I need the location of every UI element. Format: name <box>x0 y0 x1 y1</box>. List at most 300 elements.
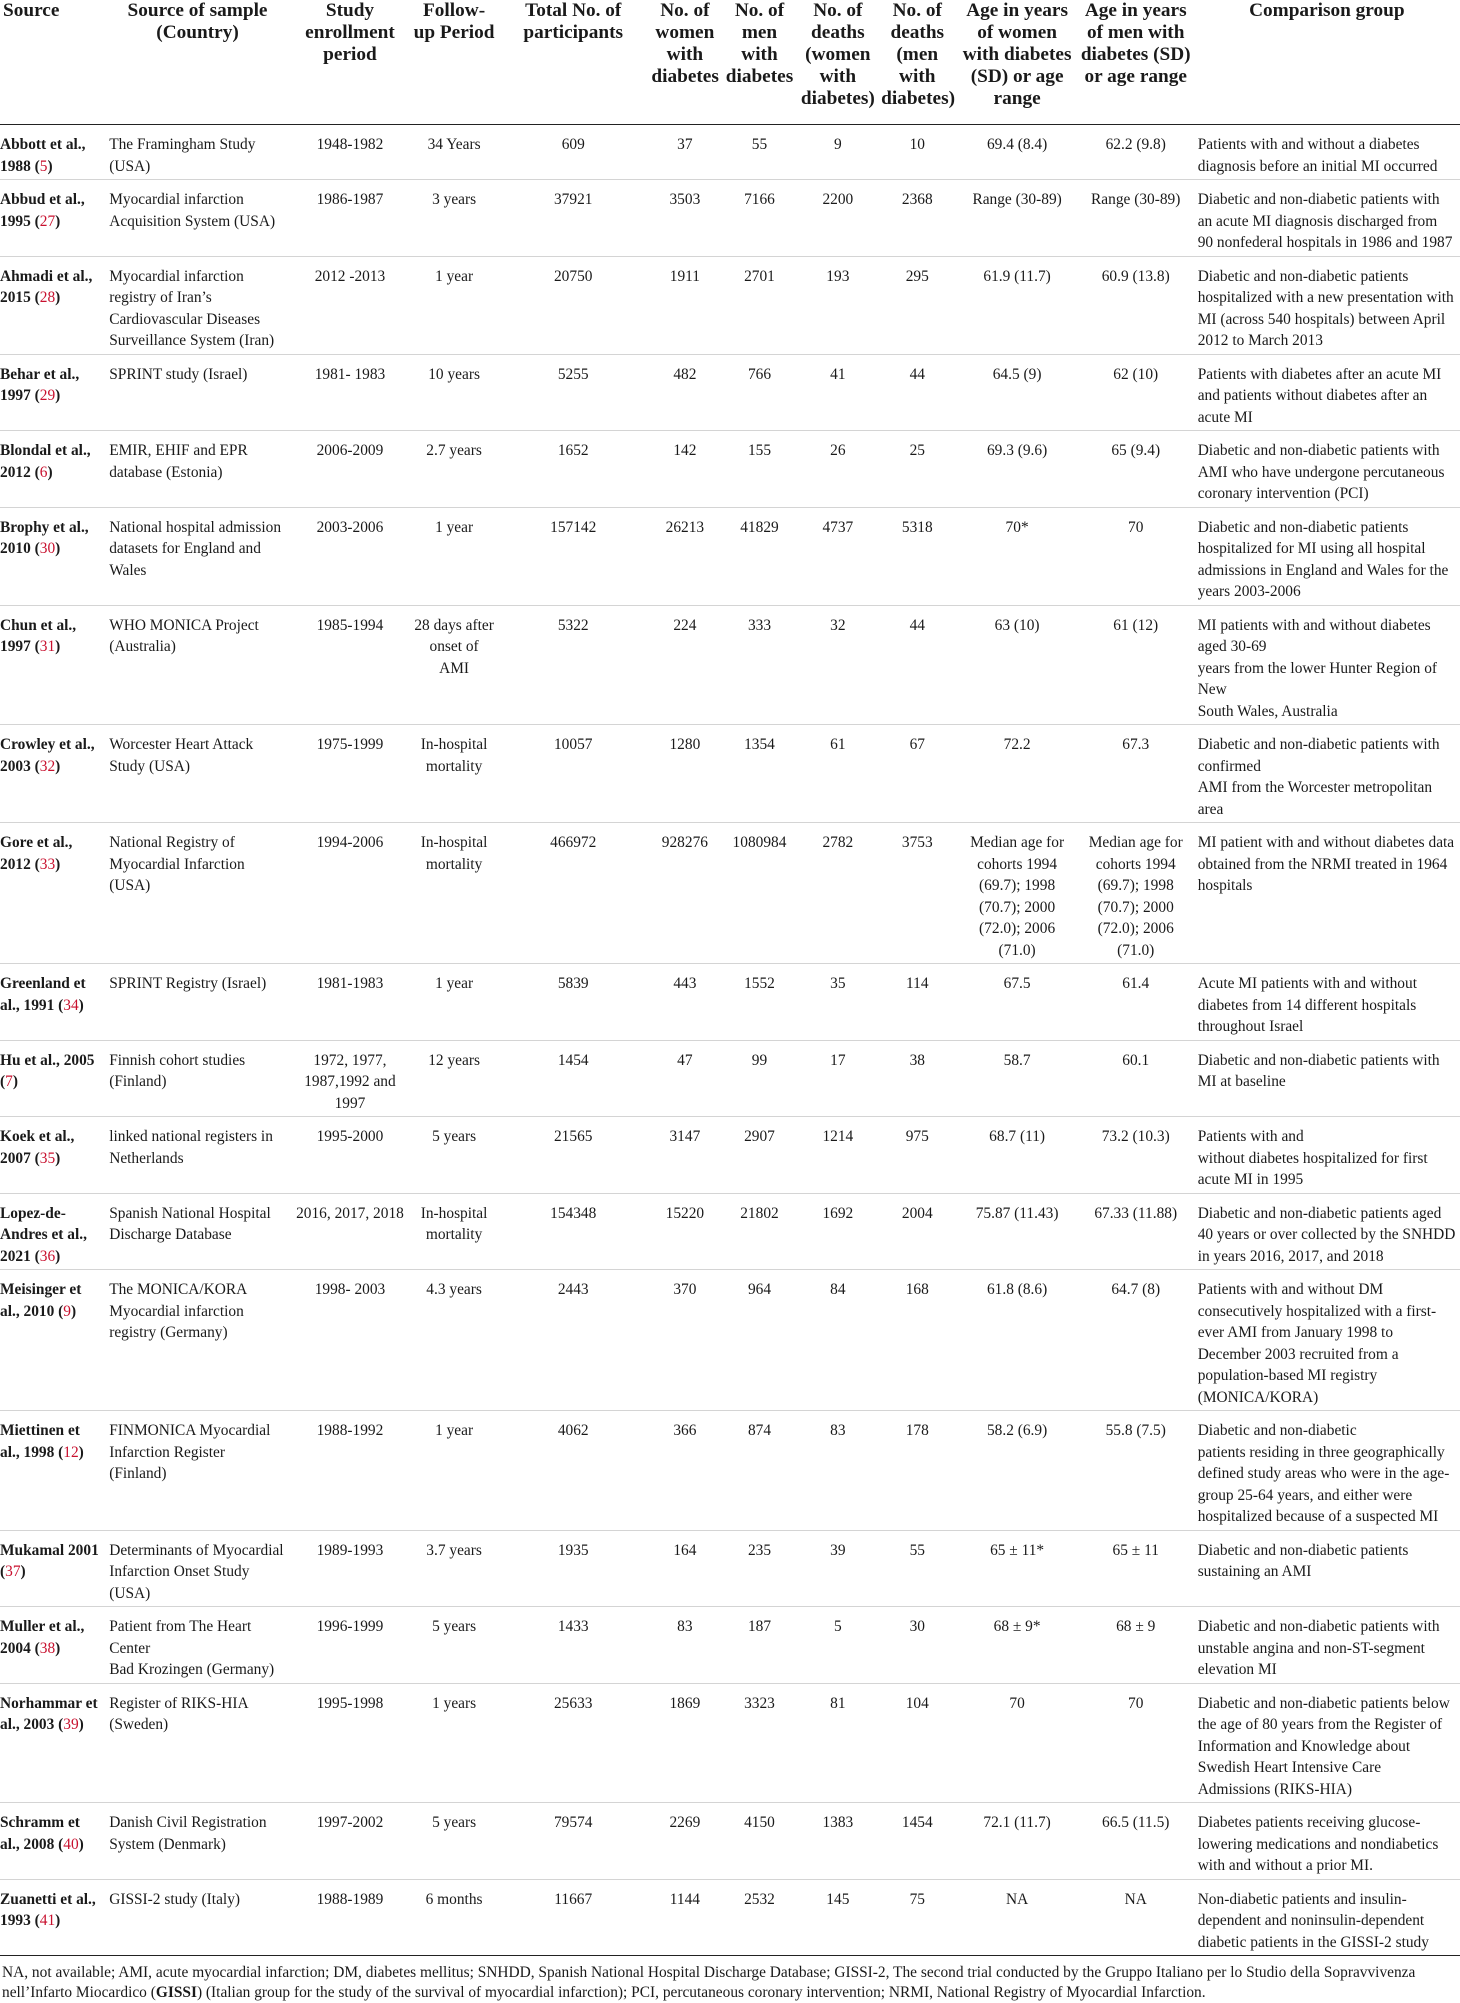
cell-source <box>0 431 105 508</box>
cell-men: 766 <box>721 354 797 431</box>
cell-source <box>0 1040 105 1117</box>
cell-sample: linked national registers in Netherlands <box>105 1117 290 1194</box>
cell-age-women: 65 ± 11* <box>956 1530 1077 1607</box>
reference-link[interactable]: 40 <box>63 1835 79 1853</box>
reference-link[interactable]: 27 <box>39 212 56 230</box>
cell-women: 1869 <box>648 1683 721 1803</box>
header-age-men: Age in years of men with diabetes (SD) or age range <box>1078 0 1194 125</box>
cell-source <box>0 1193 105 1270</box>
table-row <box>0 125 1460 180</box>
cell-deaths-men: 178 <box>878 1411 956 1531</box>
cell-deaths-women: 1692 <box>798 1193 879 1270</box>
table-row <box>0 256 1460 354</box>
cell-deaths-women: 1214 <box>798 1117 879 1194</box>
cell-age-women: 70* <box>956 507 1077 605</box>
cell-women: 3147 <box>648 1117 721 1194</box>
cell-deaths-men: 1454 <box>878 1803 956 1880</box>
cell-followup: 12 years <box>410 1040 498 1117</box>
author-text: Schramm et al., 2008 ( <box>0 1814 80 1853</box>
cell-sample: Danish Civil Registration System (Denmark) <box>105 1803 290 1880</box>
cell-enrollment: 1985-1994 <box>290 605 410 725</box>
footnote-text-a: NA, not available; AMI, acute myocardial infarction; DM, diabetes mellitus; SNHDD, Spanish National Hospital Discharge Database; GISSI-2, The second trial conducted by the Gruppo Italiano per lo Studio della Sopravvivenza nell’Infarto Miocardico <box>2 1964 1416 2001</box>
cell-sample: Determinants of Myocardial Infarction Onset Study (USA) <box>105 1530 290 1607</box>
reference-link[interactable]: 38 <box>39 1639 56 1657</box>
reference-link[interactable]: 9 <box>63 1302 71 1320</box>
cell-total: 1935 <box>498 1530 648 1607</box>
cell-total: 157142 <box>498 507 648 605</box>
cell-comparison: Diabetic and non-diabetic patients residing in three geographically defined study areas who were in the age-group 25-64 years, and either were hospitalized because of a suspected MI <box>1194 1411 1460 1531</box>
cell-followup: 28 days after onset of AMI <box>410 605 498 725</box>
cell-followup: 1 years <box>410 1683 498 1803</box>
cell-source <box>0 180 105 257</box>
cell-comparison: Diabetic and non-diabetic patients below the age of 80 years from the Register of Information and Knowledge about Swedish Heart Intensive Care Admissions (RIKS-HIA) <box>1194 1683 1460 1803</box>
cell-age-women: 72.2 <box>956 725 1077 823</box>
table-row <box>0 725 1460 823</box>
reference-link[interactable]: 5 <box>39 157 48 175</box>
cell-men: 155 <box>721 431 797 508</box>
cell-age-women: 69.3 (9.6) <box>956 431 1077 508</box>
reference-link[interactable]: 34 <box>63 996 79 1014</box>
cell-comparison: Diabetic and non-diabetic patients with confirmed AMI from the Worcester metropolitan area <box>1194 725 1460 823</box>
header-men: No. of men with diabetes <box>721 0 797 125</box>
author-paren: ) <box>55 638 61 655</box>
cell-age-women: 68 ± 9* <box>956 1607 1077 1684</box>
cell-age-men: Range (30-89) <box>1078 180 1194 257</box>
author-paren: ) <box>55 540 61 557</box>
cell-enrollment: 1994-2006 <box>290 823 410 964</box>
author-paren: ) <box>55 1149 61 1167</box>
cell-women: 164 <box>648 1530 721 1607</box>
cell-age-men: 64.7 (8) <box>1078 1270 1194 1411</box>
table-body <box>0 125 1460 1956</box>
cell-age-women: 72.1 (11.7) <box>956 1803 1077 1880</box>
table-row <box>0 1270 1460 1411</box>
cell-men: 2532 <box>721 1879 797 1956</box>
cell-women: 47 <box>648 1040 721 1117</box>
author-paren: ) <box>47 463 53 481</box>
cell-source <box>0 1683 105 1803</box>
table-row <box>0 1193 1460 1270</box>
author-text: Hu et al., 2005 ( <box>0 1051 95 1090</box>
cell-age-women: 68.7 (11) <box>956 1117 1077 1194</box>
cell-source <box>0 605 105 725</box>
cell-women: 37 <box>648 125 721 180</box>
cell-women: 83 <box>648 1607 721 1684</box>
cell-total: 1433 <box>498 1607 648 1684</box>
author-text: Chun et al., 1997 ( <box>0 616 77 655</box>
cell-followup: 1 year <box>410 256 498 354</box>
cell-age-women: 67.5 <box>956 964 1077 1041</box>
cell-enrollment: 1986-1987 <box>290 180 410 257</box>
cell-source <box>0 1117 105 1194</box>
reference-link[interactable]: 28 <box>39 289 56 306</box>
cell-sample: National Registry of Myocardial Infarction (USA) <box>105 823 290 964</box>
cell-deaths-men: 5318 <box>878 507 956 605</box>
cell-age-men: 62 (10) <box>1078 354 1194 431</box>
cell-sample: Myocardial infarction registry of Iran’s Cardiovascular Diseases Surveillance System (Iran) <box>105 256 290 354</box>
cell-deaths-men: 44 <box>878 605 956 725</box>
reference-link[interactable]: 36 <box>39 1247 56 1265</box>
header-source: Source <box>0 0 105 125</box>
reference-link[interactable]: 33 <box>39 855 56 873</box>
cell-comparison: Diabetic and non-diabetic patients with MI at baseline <box>1194 1040 1460 1117</box>
table-row <box>0 1879 1460 1956</box>
cell-sample: SPRINT study (Israel) <box>105 354 290 431</box>
cell-age-women: 64.5 (9) <box>956 354 1077 431</box>
cell-deaths-men: 75 <box>878 1879 956 1956</box>
table-row <box>0 1530 1460 1607</box>
author-paren: ) <box>78 1835 84 1853</box>
cell-comparison: Diabetic and non-diabetic patients with AMI who have undergone percutaneous coronary intervention (PCI) <box>1194 431 1460 508</box>
author-paren: ) <box>78 1716 84 1733</box>
cell-deaths-men: 2368 <box>878 180 956 257</box>
header-followup: Follow-up Period <box>410 0 498 125</box>
author-paren: ) <box>55 387 61 404</box>
cell-total: 1454 <box>498 1040 648 1117</box>
reference-link[interactable]: 6 <box>39 463 48 481</box>
cell-sample: Myocardial infarction Acquisition System (USA) <box>105 180 290 257</box>
cell-deaths-men: 114 <box>878 964 956 1041</box>
author-text: Abbud et al., 1995 ( <box>0 191 85 230</box>
cell-age-women: 61.9 (11.7) <box>956 256 1077 354</box>
cell-men: 41829 <box>721 507 797 605</box>
cell-source <box>0 256 105 354</box>
cell-age-men: 65 ± 11 <box>1078 1530 1194 1607</box>
cell-comparison: Diabetic and non-diabetic patients hospitalized with a new presentation with MI (across 540 hospitals) between April 2012 to March 2013 <box>1194 256 1460 354</box>
cell-followup: 5 years <box>410 1803 498 1880</box>
cell-age-women: 58.2 (6.9) <box>956 1411 1077 1531</box>
cell-age-men: 73.2 (10.3) <box>1078 1117 1194 1194</box>
cell-followup: 1 year <box>410 1411 498 1531</box>
cell-deaths-men: 3753 <box>878 823 956 964</box>
cell-women: 928276 <box>648 823 721 964</box>
table-row <box>0 354 1460 431</box>
cell-women: 2269 <box>648 1803 721 1880</box>
cell-age-men: 61 (12) <box>1078 605 1194 725</box>
cell-men: 235 <box>721 1530 797 1607</box>
cell-men: 99 <box>721 1040 797 1117</box>
cell-total: 5255 <box>498 354 648 431</box>
cell-deaths-men: 25 <box>878 431 956 508</box>
cell-comparison: Patients with and without DM consecutively hospitalized with a first-ever AMI from January 1998 to December 2003 recruited from a population-based MI registry (MONICA/KORA) <box>1194 1270 1460 1411</box>
cell-sample: GISSI-2 study (Italy) <box>105 1879 290 1956</box>
cell-sample: SPRINT Registry (Israel) <box>105 964 290 1041</box>
cell-total: 609 <box>498 125 648 180</box>
cell-followup: 1 year <box>410 507 498 605</box>
cell-women: 1911 <box>648 256 721 354</box>
cell-sample: Spanish National Hospital Discharge Database <box>105 1193 290 1270</box>
cell-enrollment: 1996-1999 <box>290 1607 410 1684</box>
cell-source <box>0 354 105 431</box>
cell-age-men: 60.1 <box>1078 1040 1194 1117</box>
cell-sample: EMIR, EHIF and EPR database (Estonia) <box>105 431 290 508</box>
cell-age-men: Median age for cohorts 1994 (69.7); 1998 (70.7); 2000 (72.0); 2006 (71.0) <box>1078 823 1194 964</box>
header-enrollment: Study enrollment period <box>290 0 410 125</box>
cell-followup: 6 months <box>410 1879 498 1956</box>
reference-link[interactable]: 30 <box>39 540 56 557</box>
cell-sample: FINMONICA Myocardial Infarction Register (Finland) <box>105 1411 290 1531</box>
cell-men: 187 <box>721 1607 797 1684</box>
author-text: Abbott et al., 1988 ( <box>0 136 86 175</box>
cell-age-women: Median age for cohorts 1994 (69.7); 1998 (70.7); 2000 (72.0); 2006 (71.0) <box>956 823 1077 964</box>
author-paren: ) <box>12 1073 18 1090</box>
cell-followup: 3 years <box>410 180 498 257</box>
cell-men: 964 <box>721 1270 797 1411</box>
cell-men: 1354 <box>721 725 797 823</box>
cell-age-men: 62.2 (9.8) <box>1078 125 1194 180</box>
author-text: Meisinger et al., 2010 ( <box>0 1281 82 1320</box>
cell-comparison: MI patients with and without diabetes aged 30-69 years from the lower Hunter Region of New South Wales, Australia <box>1194 605 1460 725</box>
header-women: No. of women with diabetes <box>648 0 721 125</box>
cell-enrollment: 2006-2009 <box>290 431 410 508</box>
author-paren: ) <box>55 212 61 230</box>
table-row <box>0 1117 1460 1194</box>
cell-total: 466972 <box>498 823 648 964</box>
cell-followup: 3.7 years <box>410 1530 498 1607</box>
cell-total: 5322 <box>498 605 648 725</box>
cell-deaths-women: 145 <box>798 1879 879 1956</box>
cell-age-women: 75.87 (11.43) <box>956 1193 1077 1270</box>
cell-men: 21802 <box>721 1193 797 1270</box>
author-text: Muller et al., 2004 ( <box>0 1618 85 1657</box>
cell-source <box>0 1411 105 1531</box>
reference-link[interactable]: 7 <box>5 1073 13 1090</box>
cell-deaths-women: 39 <box>798 1530 879 1607</box>
cell-deaths-women: 4737 <box>798 507 879 605</box>
cell-deaths-women: 26 <box>798 431 879 508</box>
author-paren: ) <box>55 855 61 873</box>
footnote-gissi: GISSI <box>155 1984 197 2001</box>
cell-deaths-women: 81 <box>798 1683 879 1803</box>
author-paren: ) <box>55 289 61 306</box>
cell-comparison: Patients with and without a diabetes diagnosis before an initial MI occurred <box>1194 125 1460 180</box>
cell-age-men: 67.33 (11.88) <box>1078 1193 1194 1270</box>
reference-link[interactable]: 37 <box>5 1563 21 1580</box>
cell-deaths-women: 2200 <box>798 180 879 257</box>
cell-comparison: Non-diabetic patients and insulin-dependent and noninsulin-dependent diabetic patients in the GISSI-2 study <box>1194 1879 1460 1956</box>
cell-total: 21565 <box>498 1117 648 1194</box>
header-sample: Source of sample (Country) <box>105 0 290 125</box>
cell-women: 15220 <box>648 1193 721 1270</box>
cell-age-women: Range (30-89) <box>956 180 1077 257</box>
cell-age-women: NA <box>956 1879 1077 1956</box>
cell-age-women: 61.8 (8.6) <box>956 1270 1077 1411</box>
table-row <box>0 507 1460 605</box>
cell-comparison: Diabetes patients receiving glucose-lowering medications and nondiabetics with and without a prior MI. <box>1194 1803 1460 1880</box>
author-text: Ahmadi et al., 2015 ( <box>0 267 93 306</box>
header-row <box>0 0 1460 125</box>
cell-source <box>0 823 105 964</box>
reference-link[interactable]: 39 <box>63 1716 79 1733</box>
cell-total: 5839 <box>498 964 648 1041</box>
cell-men: 4150 <box>721 1803 797 1880</box>
cell-deaths-men: 38 <box>878 1040 956 1117</box>
cell-women: 1144 <box>648 1879 721 1956</box>
author-text: Mukamal 2001 ( <box>0 1541 99 1580</box>
table-row <box>0 605 1460 725</box>
author-paren: ) <box>55 1639 61 1657</box>
cell-enrollment: 2003-2006 <box>290 507 410 605</box>
cell-enrollment: 1998- 2003 <box>290 1270 410 1411</box>
cell-age-women: 58.7 <box>956 1040 1077 1117</box>
cell-age-men: 70 <box>1078 507 1194 605</box>
cell-followup: 10 years <box>410 354 498 431</box>
author-text: Crowley et al., 2003 ( <box>0 736 95 775</box>
author-text: Lopez-de-Andres et al., 2021 ( <box>0 1204 87 1265</box>
cell-enrollment: 1988-1992 <box>290 1411 410 1531</box>
cell-age-men: 70 <box>1078 1683 1194 1803</box>
reference-link[interactable]: 29 <box>39 387 56 404</box>
cell-deaths-men: 295 <box>878 256 956 354</box>
table-row <box>0 823 1460 964</box>
cell-deaths-men: 67 <box>878 725 956 823</box>
author-text: Behar et al., 1997 ( <box>0 365 80 404</box>
reference-link[interactable]: 32 <box>39 757 56 775</box>
cell-enrollment: 1995-1998 <box>290 1683 410 1803</box>
header-deaths-women: No. of deaths (women with diabetes) <box>798 0 879 125</box>
cell-women: 482 <box>648 354 721 431</box>
cell-comparison: Diabetic and non-diabetic patients with unstable angina and non-ST-segment elevation MI <box>1194 1607 1460 1684</box>
cell-comparison: Patients with and without diabetes hospitalized for first acute MI in 1995 <box>1194 1117 1460 1194</box>
cell-followup: 1 year <box>410 964 498 1041</box>
cell-enrollment: 1981-1983 <box>290 964 410 1041</box>
cell-deaths-women: 9 <box>798 125 879 180</box>
cell-age-men: 55.8 (7.5) <box>1078 1411 1194 1531</box>
author-paren: ) <box>55 1912 61 1929</box>
cell-deaths-women: 5 <box>798 1607 879 1684</box>
cell-deaths-women: 61 <box>798 725 879 823</box>
cell-total: 79574 <box>498 1803 648 1880</box>
author-paren: ) <box>55 757 61 775</box>
author-paren: ) <box>70 1302 77 1320</box>
cell-men: 55 <box>721 125 797 180</box>
cell-enrollment: 1975-1999 <box>290 725 410 823</box>
cell-followup: In-hospital mortality <box>410 823 498 964</box>
cell-age-men: 60.9 (13.8) <box>1078 256 1194 354</box>
cell-followup: 2.7 years <box>410 431 498 508</box>
cell-women: 443 <box>648 964 721 1041</box>
cell-deaths-men: 10 <box>878 125 956 180</box>
cell-total: 4062 <box>498 1411 648 1531</box>
cell-deaths-women: 2782 <box>798 823 879 964</box>
table-row <box>0 1607 1460 1684</box>
cell-total: 10057 <box>498 725 648 823</box>
table-row <box>0 1411 1460 1531</box>
author-text: Miettinen et al., 1998 ( <box>0 1422 80 1461</box>
cell-deaths-men: 168 <box>878 1270 956 1411</box>
cell-age-men: 65 (9.4) <box>1078 431 1194 508</box>
cell-source <box>0 1607 105 1684</box>
author-paren: ) <box>20 1563 26 1580</box>
cell-sample: WHO MONICA Project (Australia) <box>105 605 290 725</box>
cell-sample: Worcester Heart Attack Study (USA) <box>105 725 290 823</box>
cell-deaths-women: 35 <box>798 964 879 1041</box>
cell-age-men: NA <box>1078 1879 1194 1956</box>
cell-total: 2443 <box>498 1270 648 1411</box>
table-row <box>0 431 1460 508</box>
author-text: Norhammar et al., 2003 ( <box>0 1694 98 1733</box>
table-row <box>0 1040 1460 1117</box>
cell-enrollment: 1972, 1977, 1987,1992 and 1997 <box>290 1040 410 1117</box>
cell-deaths-women: 17 <box>798 1040 879 1117</box>
header-total: Total No. of participants <box>498 0 648 125</box>
author-text: Brophy et al., 2010 ( <box>0 518 89 557</box>
cell-total: 11667 <box>498 1879 648 1956</box>
cell-deaths-women: 84 <box>798 1270 879 1411</box>
cell-comparison: Patients with diabetes after an acute MI and patients without diabetes after an acute MI <box>1194 354 1460 431</box>
cell-men: 874 <box>721 1411 797 1531</box>
author-text: Koek et al., 2007 ( <box>0 1128 75 1167</box>
cell-deaths-women: 1383 <box>798 1803 879 1880</box>
cell-sample: The Framingham Study (USA) <box>105 125 290 180</box>
cell-men: 1080984 <box>721 823 797 964</box>
cell-followup: In-hospital mortality <box>410 725 498 823</box>
table-row <box>0 180 1460 257</box>
cell-women: 142 <box>648 431 721 508</box>
author-text: Greenland et al., 1991 ( <box>0 975 86 1014</box>
cell-deaths-men: 975 <box>878 1117 956 1194</box>
cell-comparison: MI patient with and without diabetes data obtained from the NRMI treated in 1964 hospitals <box>1194 823 1460 964</box>
table-row <box>0 1683 1460 1803</box>
cell-enrollment: 2016, 2017, 2018 <box>290 1193 410 1270</box>
cell-deaths-men: 104 <box>878 1683 956 1803</box>
cell-total: 1652 <box>498 431 648 508</box>
table-row <box>0 1803 1460 1880</box>
cell-age-women: 70 <box>956 1683 1077 1803</box>
cell-source <box>0 507 105 605</box>
cell-source <box>0 1803 105 1880</box>
cell-total: 37921 <box>498 180 648 257</box>
footnote-text-b: (Italian group for the study of the survival of myocardial infarction); PCI, percutaneous coronary intervention; NRMI, National Registry of Myocardial Infarction. <box>205 1984 1206 2001</box>
cell-men: 2907 <box>721 1117 797 1194</box>
cell-total: 20750 <box>498 256 648 354</box>
author-paren: ) <box>78 1443 84 1461</box>
cell-source <box>0 725 105 823</box>
reference-link[interactable]: 35 <box>39 1149 56 1167</box>
table-row <box>0 964 1460 1041</box>
cell-enrollment: 1948-1982 <box>290 125 410 180</box>
cell-enrollment: 1981- 1983 <box>290 354 410 431</box>
table-footnote: NA, not available; AMI, acute myocardial infarction; DM, diabetes mellitus; SNHDD, Spanish National Hospital Discharge Database; GISSI-2, The second trial conducted by the Gruppo Italiano per lo Studio della Sopravvivenza nell’Infarto Miocardico (GISSI) (Italian group for the study of the survival of myocardial infarction); PCI, percutaneous coronary intervention; NRMI, National Registry of Myocardial Infarction. <box>2 1964 1416 2001</box>
cell-source <box>0 964 105 1041</box>
cell-comparison: Diabetic and non-diabetic patients sustaining an AMI <box>1194 1530 1460 1607</box>
cell-followup: 4.3 years <box>410 1270 498 1411</box>
author-paren: ) <box>55 1247 61 1265</box>
cell-source <box>0 1530 105 1607</box>
cell-men: 2701 <box>721 256 797 354</box>
cell-total: 25633 <box>498 1683 648 1803</box>
cell-sample: Patient from The Heart Center Bad Krozingen (Germany) <box>105 1607 290 1684</box>
cell-source <box>0 125 105 180</box>
cell-followup: In-hospital mortality <box>410 1193 498 1270</box>
header-deaths-men: No. of deaths (men with diabetes) <box>878 0 956 125</box>
reference-link[interactable]: 12 <box>63 1443 79 1461</box>
cell-age-men: 66.5 (11.5) <box>1078 1803 1194 1880</box>
reference-link[interactable]: 31 <box>39 638 56 655</box>
cell-sample: Finnish cohort studies (Finland) <box>105 1040 290 1117</box>
cell-enrollment: 1988-1989 <box>290 1879 410 1956</box>
cell-deaths-women: 83 <box>798 1411 879 1531</box>
cell-deaths-men: 30 <box>878 1607 956 1684</box>
cell-enrollment: 1997-2002 <box>290 1803 410 1880</box>
reference-link[interactable]: 41 <box>39 1912 56 1929</box>
cell-deaths-women: 41 <box>798 354 879 431</box>
cell-men: 7166 <box>721 180 797 257</box>
cell-sample: The MONICA/KORA Myocardial infarction registry (Germany) <box>105 1270 290 1411</box>
cell-women: 3503 <box>648 180 721 257</box>
header-age-women: Age in years of women with diabetes (SD) or age range <box>956 0 1077 125</box>
cell-age-women: 69.4 (8.4) <box>956 125 1077 180</box>
